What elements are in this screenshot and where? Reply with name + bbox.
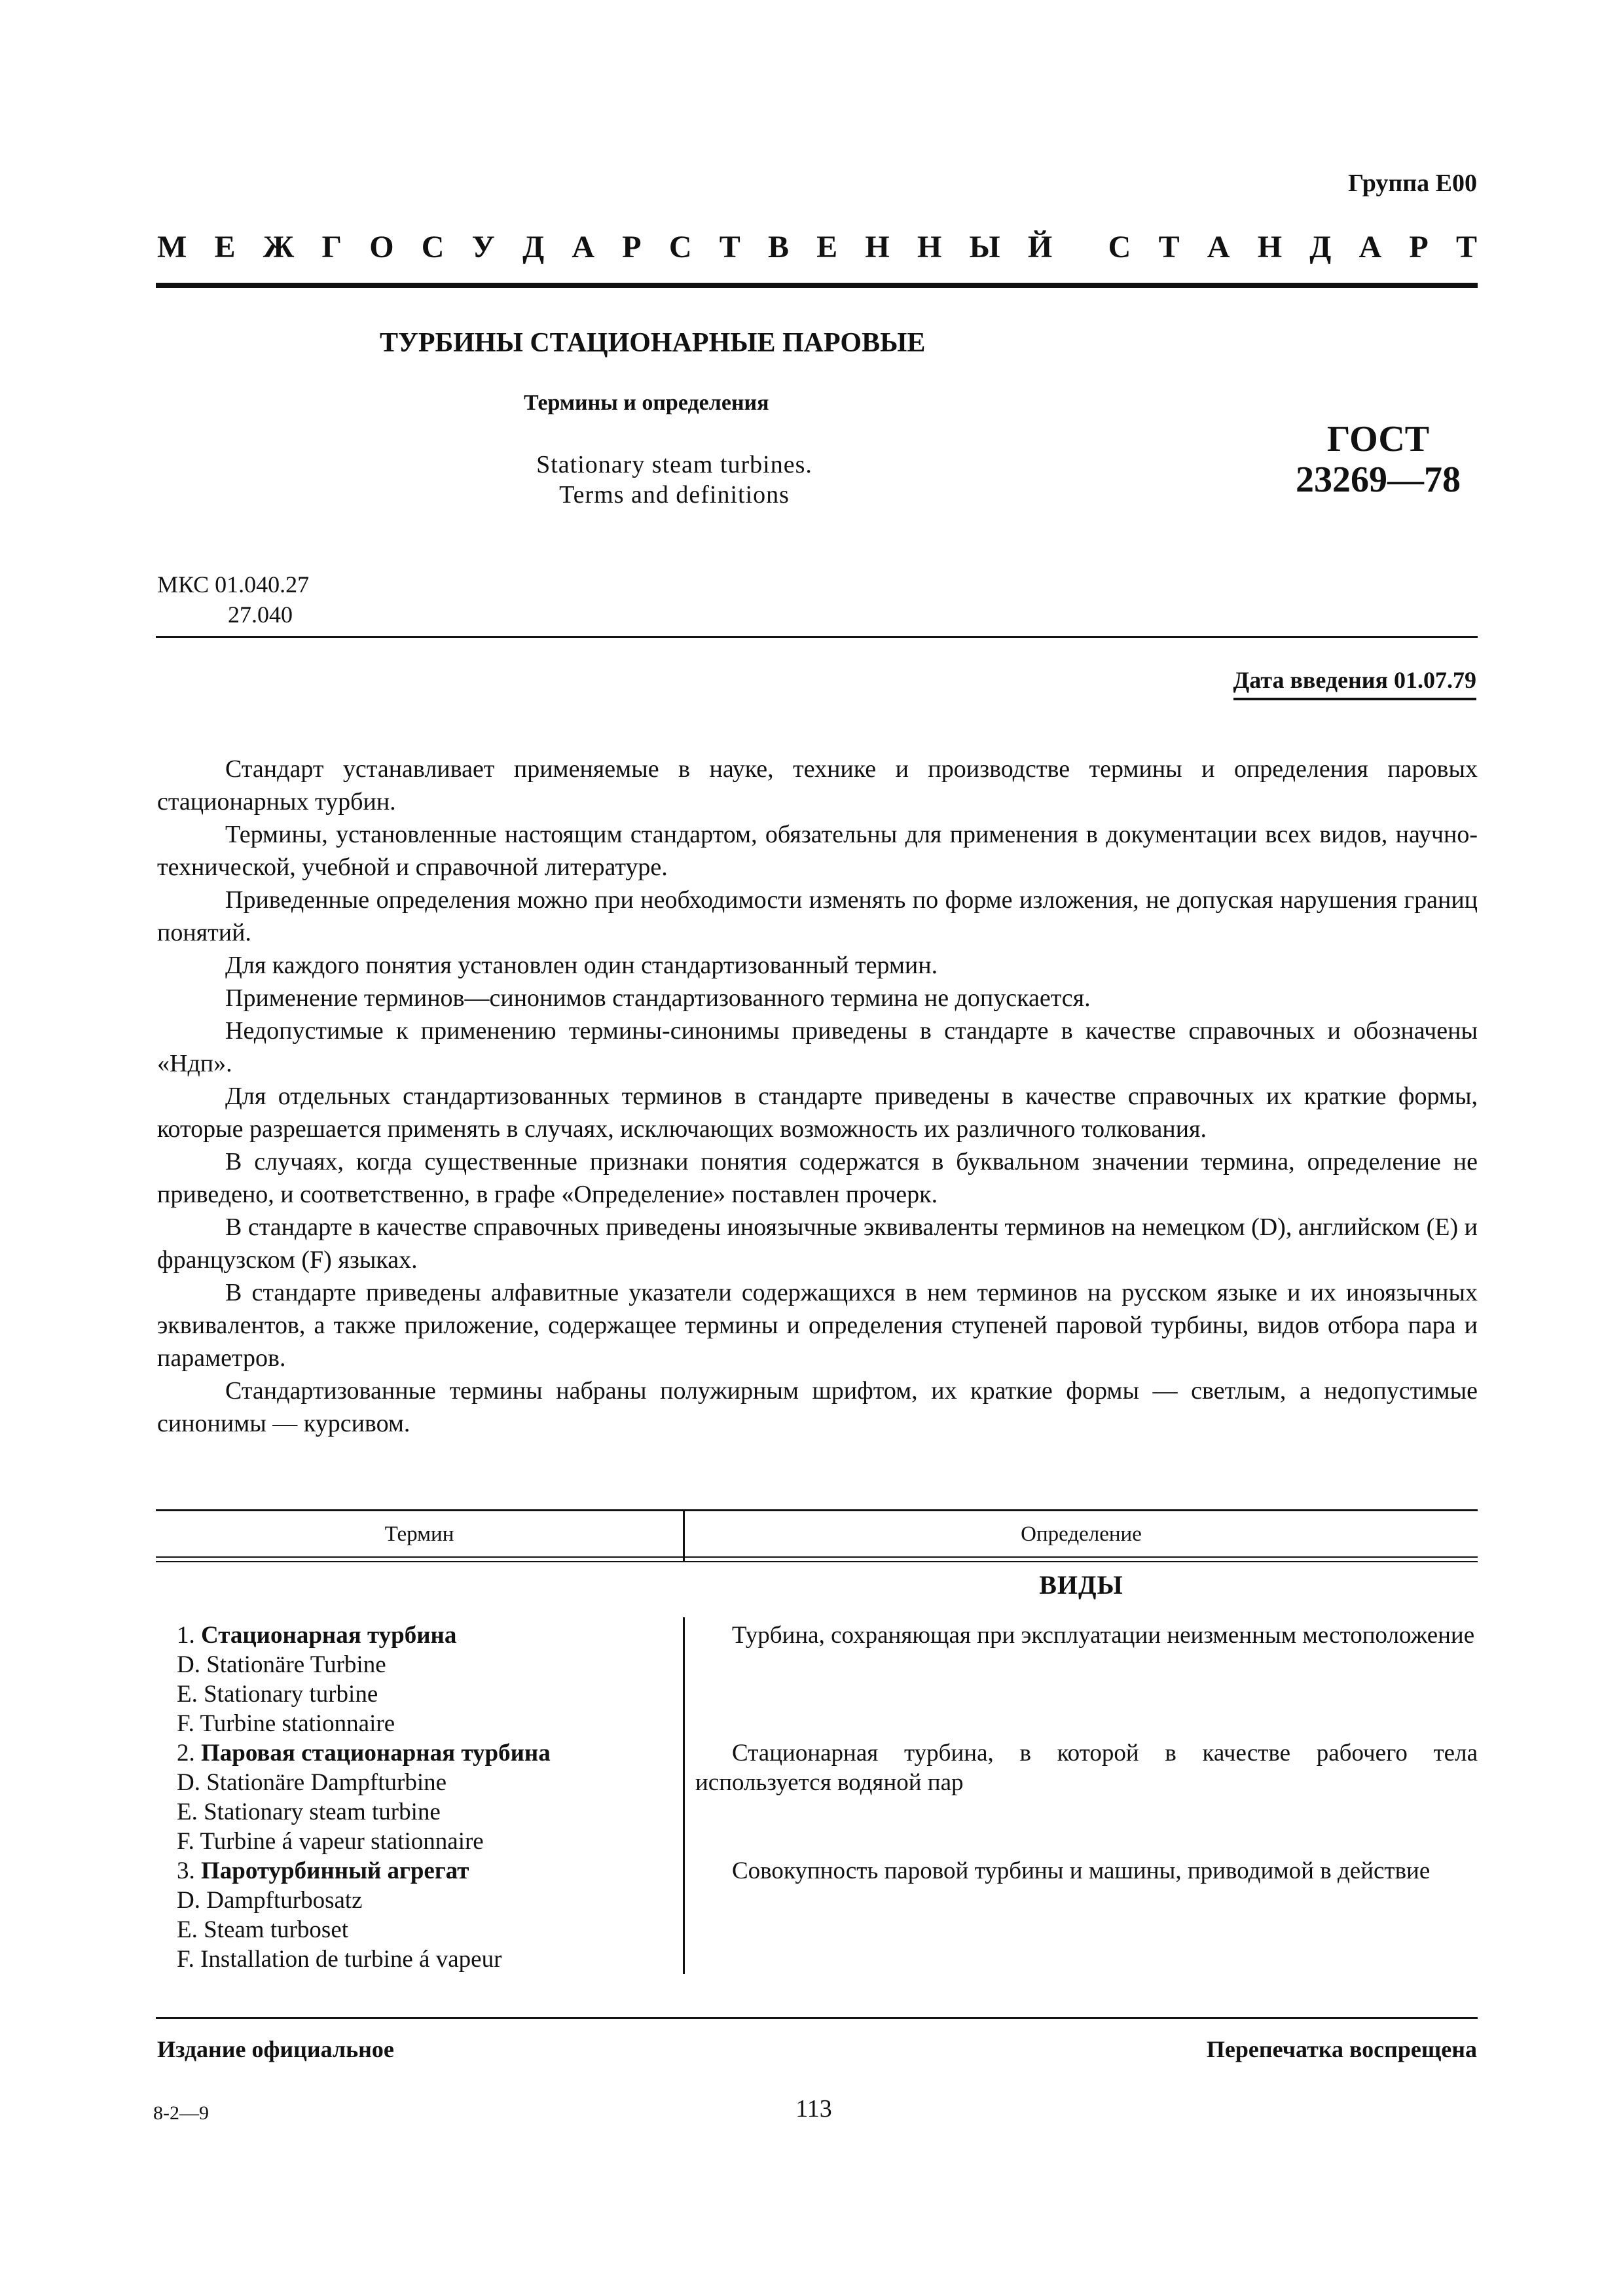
- heading-letter: Н: [1257, 230, 1283, 264]
- term-entry: [177, 1738, 681, 1856]
- term-name: Паровая стационарная турбина: [201, 1740, 551, 1767]
- heading-letter: В: [767, 230, 789, 264]
- intro-paragraph: Стандарт устанавливает применяемые в науке, технике и производстве термины и определения паровых стационарных турбин.: [157, 755, 1478, 816]
- gost-label: ГОСТ: [1326, 419, 1430, 459]
- heading-letter: Ы: [969, 230, 1000, 264]
- term-definition: Турбина, сохраняющая при эксплуатации неизменным местоположение: [732, 1622, 1475, 1649]
- heading-letter: У: [471, 230, 495, 264]
- term-entry: [177, 1621, 681, 1738]
- gost-designation: [1247, 419, 1509, 500]
- intro-text: [157, 753, 1478, 1440]
- intro-paragraph: Для отдельных стандартизованных терминов в стандарте приведены в качестве справочных их краткие формы, которые разрешается применять в случаях, исключающих возможность их различного толкования.: [157, 1083, 1478, 1143]
- term-number: 3.: [177, 1857, 195, 1884]
- heading-letter: Е: [816, 230, 838, 264]
- term-german: D. Stationäre Turbine: [177, 1651, 386, 1678]
- heading-letter: А: [572, 230, 595, 264]
- term-english: E. Stationary turbine: [177, 1681, 378, 1708]
- heading-letter: О: [369, 230, 394, 264]
- term-name: Стационарная турбина: [201, 1622, 457, 1649]
- english-title-line-2: Terms and definitions: [559, 481, 790, 509]
- page-number: 113: [795, 2095, 832, 2123]
- term-english: E. Steam turboset: [177, 1916, 349, 1943]
- intro-paragraph: Для каждого понятия установлен один стандартизованный термин.: [225, 952, 938, 979]
- intro-paragraph: В стандарте в качестве справочных приведены иноязычные эквиваленты терминов на немецком (D), английском (E) и французском (F) языках.: [157, 1213, 1478, 1274]
- mks-code-line-2: 27.040: [228, 601, 293, 628]
- english-title-line-1: Stationary steam turbines.: [536, 451, 812, 478]
- mks-codes: [157, 569, 309, 630]
- gost-number: 23269—78: [1296, 459, 1461, 500]
- column-header-term: Термин: [384, 1522, 454, 1546]
- introduction-date: [1233, 666, 1477, 700]
- term-german: D. Dampfturbosatz: [177, 1887, 363, 1914]
- document-subtitle: Термины и определения: [524, 391, 769, 415]
- group-code: Группа Е00: [1347, 170, 1477, 197]
- date-label: Дата введения: [1233, 667, 1388, 693]
- standard-type-heading: [157, 229, 1477, 265]
- date-value: 01.07.79: [1394, 667, 1476, 693]
- intro-paragraph: Применение терминов—синонимов стандартизованного термина не допускается.: [225, 984, 1091, 1012]
- intro-paragraph: Недопустимые к применению термины-синонимы приведены в стандарте в качестве справочных и обозначены «Ндп».: [157, 1017, 1478, 1077]
- table-column-divider: [683, 1617, 685, 1974]
- heading-letter: С: [1108, 230, 1131, 264]
- column-header-definition: Определение: [1021, 1522, 1142, 1546]
- reprint-note: Перепечатка воспрещена: [1206, 2036, 1477, 2062]
- term-entry: [177, 1856, 681, 1974]
- footer-rule: [156, 2017, 1478, 2019]
- heading-letter: Е: [214, 230, 236, 264]
- heading-letter: Н: [865, 230, 890, 264]
- term-german: D. Stationäre Dampfturbine: [177, 1769, 447, 1796]
- term-definition: Стационарная турбина, в которой в качестве рабочего тела используется водяной пар: [695, 1740, 1478, 1796]
- mks-code-line-1: МКС 01.040.27: [157, 571, 310, 598]
- heading-letter: Ж: [263, 230, 295, 264]
- heading-letter: Д: [522, 230, 545, 264]
- terms-table: [156, 1509, 1478, 1977]
- intro-paragraph: В стандарте приведены алфавитные указатели содержащихся в нем терминов на русском языке и их иноязычных эквивалентов, а также приложение, содержащее термины и определения ступеней паровой турбины, видов отбора пара и параметров.: [157, 1279, 1478, 1372]
- section-heading: ВИДЫ: [1039, 1570, 1123, 1600]
- english-title: [484, 450, 864, 510]
- heading-letter: Т: [1455, 230, 1477, 264]
- term-definition: Совокупность паровой турбины и машины, приводимой в действие: [732, 1857, 1431, 1884]
- term-name: Паротурбинный агрегат: [201, 1857, 469, 1884]
- print-code: 8-2—9: [153, 2102, 209, 2124]
- table-top-rule: [156, 1509, 1478, 1511]
- heading-letter: Д: [1309, 230, 1332, 264]
- term-french: F. Turbine á vapeur stationnaire: [177, 1828, 484, 1855]
- term-number: 1.: [177, 1622, 195, 1649]
- term-french: F. Turbine stationnaire: [177, 1710, 395, 1737]
- table-header-rule-2: [156, 1561, 1478, 1562]
- term-number: 2.: [177, 1740, 195, 1767]
- heading-letter: А: [1207, 230, 1230, 264]
- heading-letter: Й: [1027, 230, 1053, 264]
- header-rule: [156, 283, 1478, 288]
- term-english: E. Stationary steam turbine: [177, 1799, 441, 1825]
- heading-letter: С: [668, 230, 692, 264]
- intro-paragraph: В случаях, когда существенные признаки понятия содержатся в буквальном значении термина, определение не приведено, и соответственно, в графе «Определение» поставлен прочерк.: [157, 1148, 1478, 1208]
- heading-letter: Р: [1409, 230, 1429, 264]
- table-header-rule-1: [156, 1556, 1478, 1558]
- heading-letter: Т: [1158, 230, 1180, 264]
- heading-letter: Р: [622, 230, 642, 264]
- term-french: F. Installation de turbine á vapeur: [177, 1946, 502, 1973]
- intro-paragraph: Приведенные определения можно при необходимости изменять по форме изложения, не допуская нарушения границ понятий.: [157, 886, 1478, 946]
- heading-letter: Т: [719, 230, 740, 264]
- intro-paragraph: Стандартизованные термины набраны полужирным шрифтом, их краткие формы — светлым, а недопустимые синонимы — курсивом.: [157, 1377, 1478, 1437]
- heading-letter: М: [157, 230, 187, 264]
- mks-rule: [156, 636, 1478, 638]
- heading-letter: Г: [321, 230, 342, 264]
- heading-letter: А: [1359, 230, 1382, 264]
- heading-letter: С: [421, 230, 445, 264]
- intro-paragraph: Термины, установленные настоящим стандартом, обязательны для применения в документации всех видов, научно-технической, учебной и справочной литературе.: [157, 821, 1478, 881]
- edition-note: Издание официальное: [157, 2036, 394, 2062]
- heading-letter: Н: [917, 230, 942, 264]
- document-title: ТУРБИНЫ СТАЦИОНАРНЫЕ ПАРОВЫЕ: [380, 328, 926, 358]
